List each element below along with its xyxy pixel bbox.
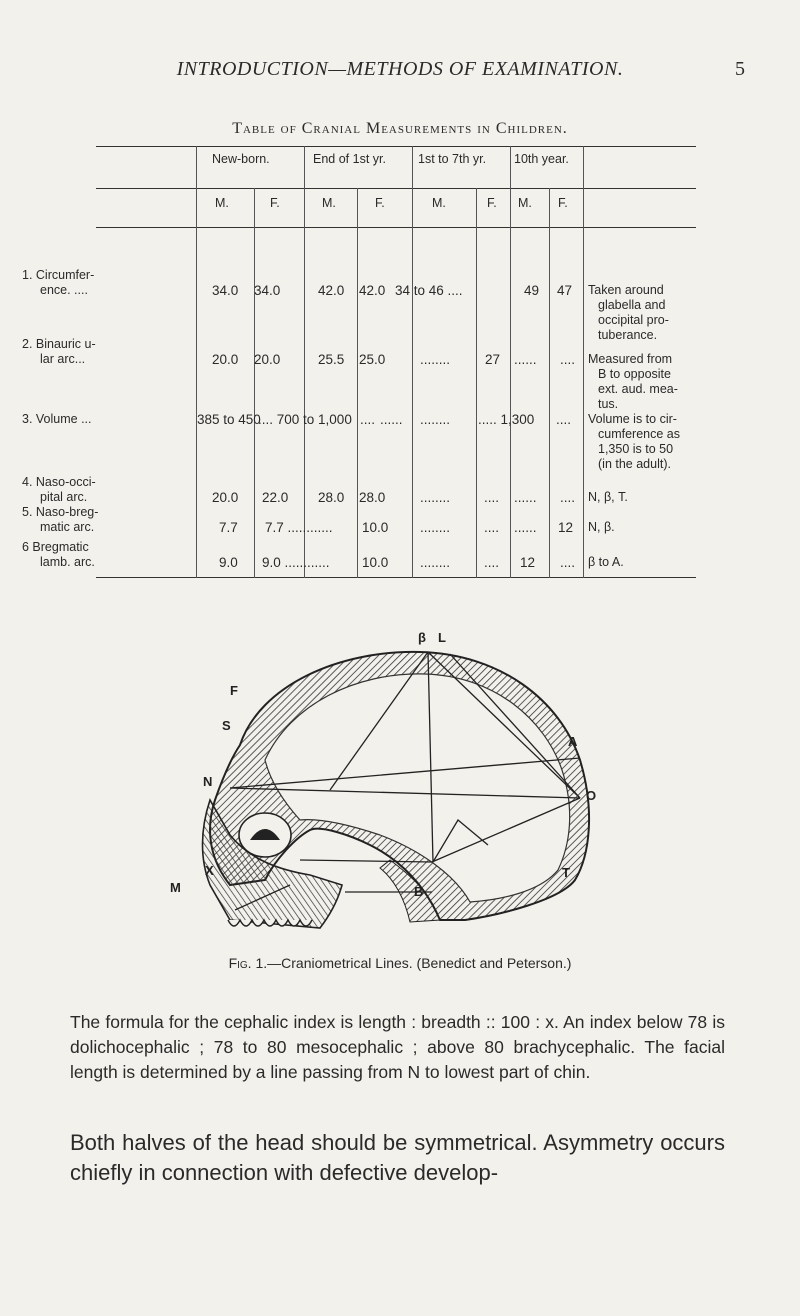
row-label: 2. Binauric u- [22,337,96,351]
point-label-T: T [562,865,570,880]
col-rule [583,146,584,578]
table-cell: ...... [380,412,403,427]
row-label: 1. Circumfer- [22,268,95,282]
table-cell: 7.7 [219,520,238,535]
sex-header: M. [215,196,229,210]
group-header: End of 1st yr. [313,152,386,166]
col-rule [254,188,255,578]
table-cell: 42.0 [359,283,386,298]
group-header: New-born. [212,152,270,166]
table-cell: ........ [420,520,451,535]
col-rule [549,188,550,578]
table-cell: .... [484,520,500,535]
point-label-N: N [203,774,213,789]
table-cell: .... [484,490,500,505]
remark-line: glabella and [598,298,666,312]
point-label-S: S [222,718,231,733]
table-cell: .... [560,490,576,505]
table-cell: 10.0 [362,520,389,535]
point-label-B: B [414,884,424,899]
remark-line: B to opposite [598,367,671,381]
table-cell: .... [560,352,576,367]
row-label: 3. Volume ... [22,412,92,426]
figure-caption-text: —Craniometrical Lines. (Benedict and Peterson.) [267,955,572,971]
col-rule [304,146,305,578]
table-cell: ........ [420,352,451,367]
remark-line: tuberance. [598,328,658,342]
col-rule [476,188,477,578]
symmetry-paragraph: Both halves of the head should be symmetrical. Asymmetry occurs chiefly in connection with defective develop- [70,1130,725,1185]
table-cell: 12 [558,520,574,535]
col-rule [357,188,358,578]
row-remark [588,352,708,412]
remark-line: cumference as [598,427,680,441]
remark-line: 1,350 is to 50 [598,442,674,456]
point-label-A: A [568,734,578,749]
table-cell: .... [360,412,376,427]
row-label: lamb. arc. [40,555,95,569]
table-cell: 20.0 [212,490,239,505]
row-label: matic arc. [40,520,95,534]
table-cell: 9.0 ............ [262,555,330,570]
table-cell: 28.0 [359,490,386,505]
sex-header: F. [270,196,280,210]
sex-header-rule [96,227,696,228]
table-bottom-rule [96,577,696,578]
table-cell: ..... 1,300 [478,412,535,427]
point-label-L: L [438,630,446,645]
sex-header: F. [487,196,497,210]
table-top-rule [96,146,696,147]
table-cell: ........ [420,490,451,505]
table-cell: ........ [420,412,451,427]
table-cell: ...... [514,352,537,367]
table-title: Table of Cranial Measurements in Children. [232,120,568,137]
table-cell: ...... [514,490,537,505]
table-cell: 34.0 [212,283,239,298]
sex-header: M. [432,196,446,210]
row-label: 5. Naso-breg- [22,505,99,519]
table-cell: 42.0 [318,283,345,298]
table-cell: 28.0 [318,490,345,505]
row-label: lar arc... [40,352,86,366]
table-cell: .... [560,555,576,570]
group-header-rule [96,188,696,189]
row-label: 6 Bregmatic [22,540,89,554]
table-cell: 47 [557,283,573,298]
row-remark: β to A. [588,555,624,569]
remark-line: Taken around [588,283,664,297]
table-cell: .... 700 to 1,000 [258,412,352,427]
col-rule [196,146,197,578]
row-label: 4. Naso-occi- [22,475,96,489]
sex-header: F. [558,196,568,210]
page-number: 5 [735,58,745,80]
remark-line: occipital pro- [598,313,669,327]
row-label: pital arc. [40,490,88,504]
table-cell: ...... [514,520,537,535]
point-label-M: M [170,880,181,895]
col-rule [412,146,413,578]
point-label-O: O [586,788,597,803]
point-label-X: X [205,863,214,878]
table-cell: 22.0 [262,490,289,505]
group-header: 10th year. [514,152,569,166]
point-label-F: F [230,683,238,698]
remark-line: (in the adult). [598,457,671,471]
table-cell: 7.7 ............ [265,520,333,535]
table-cell: 20.0 [212,352,239,367]
remark-line: Volume is to cir- [588,412,677,426]
cephalic-index-paragraph: The formula for the cephalic index is length : breadth :: 100 : x. An index below 78 is dolichocephalic ; 78 to 80 mesocephalic ; above 80 brachycephalic. The facial length is determined by a line passing from N to lowest part of chin. [70,1012,725,1082]
table-cell: 25.0 [359,352,386,367]
table-cell: 34 to 46 .... [395,283,463,298]
table-cell: 25.5 [318,352,345,367]
table-cell: 9.0 [219,555,238,570]
remark-line: Measured from [588,352,673,366]
table-cell: 385 to 450 [197,412,261,427]
row-label: ence. .... [40,283,88,297]
row-remark: N, β, T. [588,490,628,504]
row-remark [588,283,708,343]
craniometrical-lines-figure [170,630,630,950]
figure-number: Fig. 1. [228,955,268,971]
sex-header: F. [375,196,385,210]
col-rule [510,146,511,578]
running-head: INTRODUCTION—METHODS OF EXAMINATION. [176,58,624,80]
table-cell: ........ [420,555,451,570]
remark-line: ext. aud. mea- [598,382,678,396]
row-remark [588,412,708,472]
sex-header: M. [518,196,532,210]
table-cell: 10.0 [362,555,389,570]
table-cell: 12 [520,555,536,570]
table-cell: .... [484,555,500,570]
table-cell: 20.0 [254,352,281,367]
row-remark: N, β. [588,520,615,534]
table-cell: .... [556,412,572,427]
group-header: 1st to 7th yr. [418,152,487,166]
remark-line: tus. [598,397,619,411]
table-cell: 27 [485,352,501,367]
table-cell: 49 [524,283,540,298]
figure-caption [0,955,800,971]
point-label-beta: β [418,630,426,645]
table-cell: 34.0 [254,283,281,298]
sex-header: M. [322,196,336,210]
